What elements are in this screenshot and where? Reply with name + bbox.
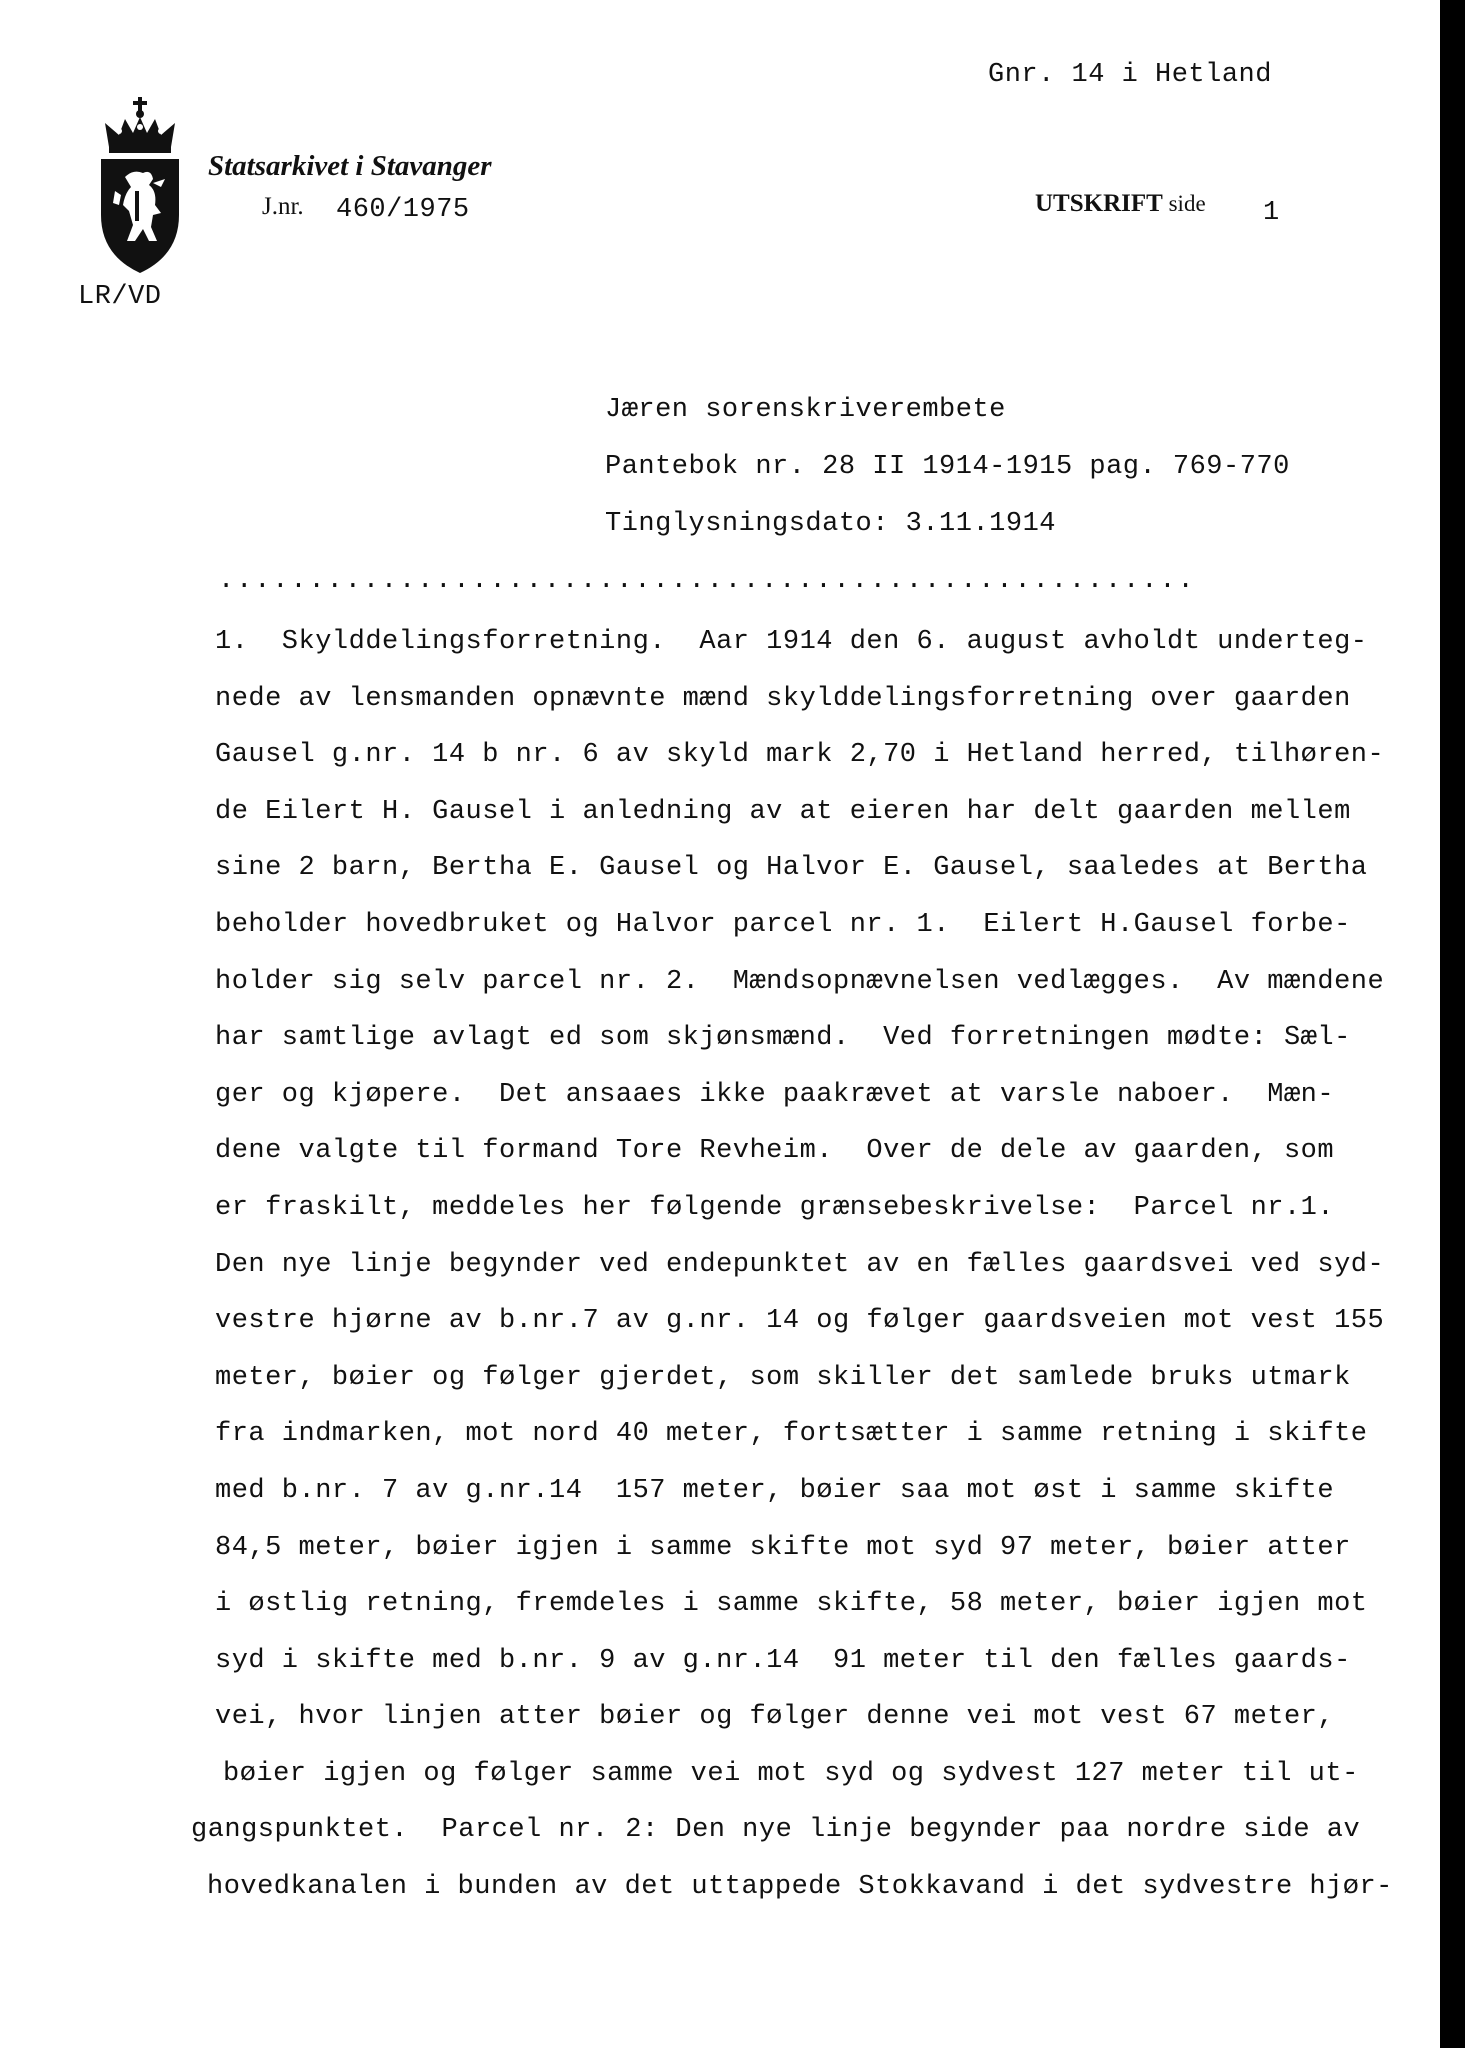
utskrift-label: UTSKRIFT bbox=[1035, 190, 1163, 217]
source-book: Pantebok nr. 28 II 1914-1915 pag. 769-770 bbox=[605, 452, 1290, 482]
body-line: holder sig selv parcel nr. 2. Mændsopnævnelsen vedlægges. Av mændene bbox=[215, 966, 1385, 997]
body-line: vei, hvor linjen atter bøier og følger denne vei mot vest 67 meter, bbox=[215, 1702, 1335, 1733]
side-label: side bbox=[1168, 191, 1206, 216]
body-line: meter, bøier og følger gjerdet, som skiller det samlede bruks utmark bbox=[215, 1362, 1351, 1393]
transcription-body bbox=[191, 622, 1393, 1924]
body-line: vestre hjørne av b.nr.7 av g.nr. 14 og følger gaardsveien mot vest 155 bbox=[215, 1306, 1385, 1337]
author-initials: LR/VD bbox=[78, 282, 162, 312]
body-line: Den nye linje begynder ved endepunktet av en fælles gaardsvei ved syd- bbox=[215, 1249, 1385, 1280]
body-line: gangspunktet. Parcel nr. 2: Den nye linje begynder paa nordre side av bbox=[191, 1815, 1361, 1846]
norwegian-coat-of-arms-icon bbox=[95, 95, 185, 275]
body-line: fra indmarken, mot nord 40 meter, fortsætter i samme retning i skifte bbox=[215, 1419, 1368, 1450]
body-line: dene valgte til formand Tore Revheim. Over de dele av gaarden, som bbox=[215, 1136, 1335, 1167]
source-block bbox=[605, 392, 1290, 563]
journal-number-value: 460/1975 bbox=[336, 195, 470, 225]
page-number: 1 bbox=[1263, 198, 1280, 228]
body-line: sine 2 barn, Bertha E. Gausel og Halvor E. Gausel, saaledes at Bertha bbox=[215, 853, 1368, 884]
body-line: syd i skifte med b.nr. 9 av g.nr.14 91 meter til den fælles gaards- bbox=[215, 1645, 1351, 1676]
dotted-separator: ...................................................... bbox=[218, 566, 1196, 596]
archive-name: Statsarkivet i Stavanger bbox=[208, 150, 492, 182]
utskrift-heading bbox=[1035, 190, 1206, 218]
body-line: 84,5 meter, bøier igjen i samme skifte mot syd 97 meter, bøier atter bbox=[215, 1532, 1351, 1563]
source-office: Jæren sorenskriverembete bbox=[605, 395, 1006, 425]
body-line: hovedkanalen i bunden av det uttappede Stokkavand i det sydvestre hjør- bbox=[207, 1872, 1393, 1903]
body-line: Gausel g.nr. 14 b nr. 6 av skyld mark 2,70 i Hetland herred, tilhøren- bbox=[215, 740, 1385, 771]
registration-date: Tinglysningsdato: 3.11.1914 bbox=[605, 509, 1056, 539]
property-reference: Gnr. 14 i Hetland bbox=[988, 60, 1272, 90]
body-line: 1. Skylddelingsforretning. Aar 1914 den 6. august avholdt underteg- bbox=[215, 627, 1368, 657]
body-line: ger og kjøpere. Det ansaaes ikke paakrævet at varsle naboer. Mæn- bbox=[215, 1079, 1335, 1110]
body-line: beholder hovedbruket og Halvor parcel nr. 1. Eilert H.Gausel forbe- bbox=[215, 909, 1351, 940]
body-line: nede av lensmanden opnævnte mænd skylddelingsforretning over gaarden bbox=[215, 683, 1351, 714]
journal-number-label: J.nr. bbox=[262, 193, 304, 220]
body-line: har samtlige avlagt ed som skjønsmænd. Ved forretningen mødte: Sæl- bbox=[215, 1023, 1351, 1054]
body-line: med b.nr. 7 av g.nr.14 157 meter, bøier saa mot øst i samme skifte bbox=[215, 1475, 1335, 1506]
body-line: de Eilert H. Gausel i anledning av at eieren har delt gaarden mellem bbox=[215, 796, 1351, 827]
body-line: bøier igjen og følger samme vei mot syd og sydvest 127 meter til ut- bbox=[223, 1758, 1359, 1789]
body-line: er fraskilt, meddeles her følgende grænsebeskrivelse: Parcel nr.1. bbox=[215, 1192, 1335, 1223]
body-line: i østlig retning, fremdeles i samme skifte, 58 meter, bøier igjen mot bbox=[215, 1589, 1368, 1620]
